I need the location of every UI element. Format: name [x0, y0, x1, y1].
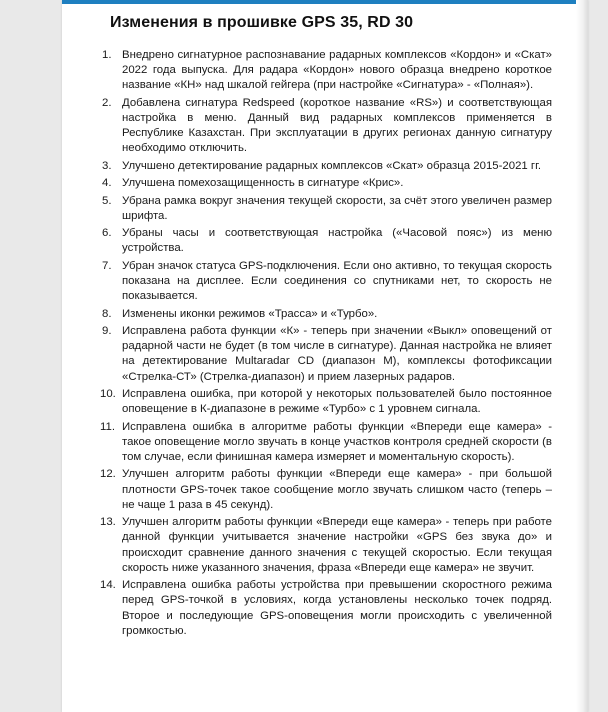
item-text: Улучшен алгоритм работы функции «Впереди еще камера» - при большой плотности GPS-точек такое сообщение могло звучать слишком часто (теперь – не чаще 1 раза в 45 секунд).: [122, 468, 552, 511]
item-text: Улучшено детектирование радарных комплексов «Скат» образца 2015-2021 гг.: [122, 159, 542, 172]
item-text: Исправлена работа функции «К» - теперь при значении «Выкл» оповещений от радарной части не будет (в том числе в сигнатуре). Данная настройка не влияет на детектирование Multaradar CD (диапазон М), комплексы фотофиксации «Стрелка-СТ» (Стрелка-диапазон) и прием лазерных радаров.: [122, 324, 552, 383]
item-number: 14.: [100, 579, 116, 592]
item-text: Исправлена ошибка, при которой у некоторых пользователей было постоянное оповещение в К-диапазоне в режиме «Турбо» с 1 уровнем сигнала.: [122, 387, 552, 416]
item-text: Убран значок статуса GPS-подключения. Если оно активно, то текущая скорость показана на дисплее. Если соединения со спутниками нет, то скорость не показывается.: [122, 259, 552, 303]
item-number: 3.: [102, 159, 112, 172]
list-item: [102, 324, 552, 385]
item-number: 2.: [102, 96, 112, 109]
list-item: [102, 515, 552, 576]
list-item: [102, 467, 552, 513]
item-number: 11.: [100, 420, 115, 433]
document-page: [62, 0, 588, 712]
list-item: [102, 48, 552, 94]
list-item: [102, 578, 552, 639]
list-item: [102, 420, 552, 466]
list-item: [102, 259, 552, 305]
document-title: Изменения в прошивке GPS 35, RD 30: [110, 14, 414, 31]
item-number: 5.: [102, 194, 112, 207]
list-item: [102, 96, 552, 157]
item-number: 4.: [102, 177, 112, 190]
item-number: 12.: [100, 468, 116, 481]
changelog-list: [102, 48, 552, 641]
item-text: Улучшена помехозащищенность в сигнатуре «Крис».: [122, 177, 404, 190]
item-text: Исправлена ошибка работы устройства при превышении скоростного режима перед GPS-точкой в условиях, когда установлены несколько точек подряд. Второе и последующие GPS-оповещения могли происходить с увеличенной громкостью.: [122, 579, 552, 637]
item-text: Изменены иконки режимов «Трасса» и «Турбо».: [122, 307, 378, 320]
list-item: [102, 387, 552, 417]
item-text: Улучшен алгоритм работы функции «Впереди еще камера» - теперь при работе данной функции учитывается значение настройки «GPS без звука до» и происходит сравнение данного значения с текущей скоростью. Если текущая скорость ниже указанного значения, фраза «Впереди еще камера» не звучит.: [122, 516, 552, 574]
page-edge-shadow: [576, 0, 588, 712]
item-number: 8.: [102, 307, 112, 320]
list-item: [102, 176, 552, 191]
item-number: 9.: [102, 324, 112, 337]
list-item: [102, 226, 552, 256]
item-number: 10.: [100, 387, 116, 400]
list-item: [102, 194, 552, 224]
item-text: Исправлена ошибка в алгоритме работы функции «Впереди еще камера» - такое оповещение могло звучать в конце участков контроля средней скорости (в том случае, если финишная камера измеряет и моментальную скорость).: [122, 420, 552, 463]
item-number: 1.: [102, 49, 112, 61]
item-text: Убраны часы и соответствующая настройка («Часовой пояс») из меню устройства.: [122, 227, 552, 255]
list-item: [102, 159, 552, 174]
item-number: 6.: [102, 227, 112, 240]
item-text: Добавлена сигнатура Redspeed (короткое название «RS») и соответствующая настройка в меню. Данный вид радарных комплексов применяется в Республике Казахстан. При эксплуатации в других регионах данную сигнатуру необходимо отключить.: [122, 96, 552, 155]
item-text: Убрана рамка вокруг значения текущей скорости, за счёт этого увеличен размер шрифта.: [122, 194, 552, 222]
list-item: [102, 307, 552, 322]
item-number: 7.: [102, 259, 112, 272]
top-accent-line: [62, 0, 588, 4]
item-text: Внедрено сигнатурное распознавание радарных комплексов «Кордон» и «Скат» 2022 года выпуска. Для радара «Кордон» нового образца внедрено короткое название «КН» над шкалой гейгера (при настройке «Сигнатура» - «Полная»).: [122, 49, 552, 92]
item-number: 13.: [100, 516, 116, 529]
